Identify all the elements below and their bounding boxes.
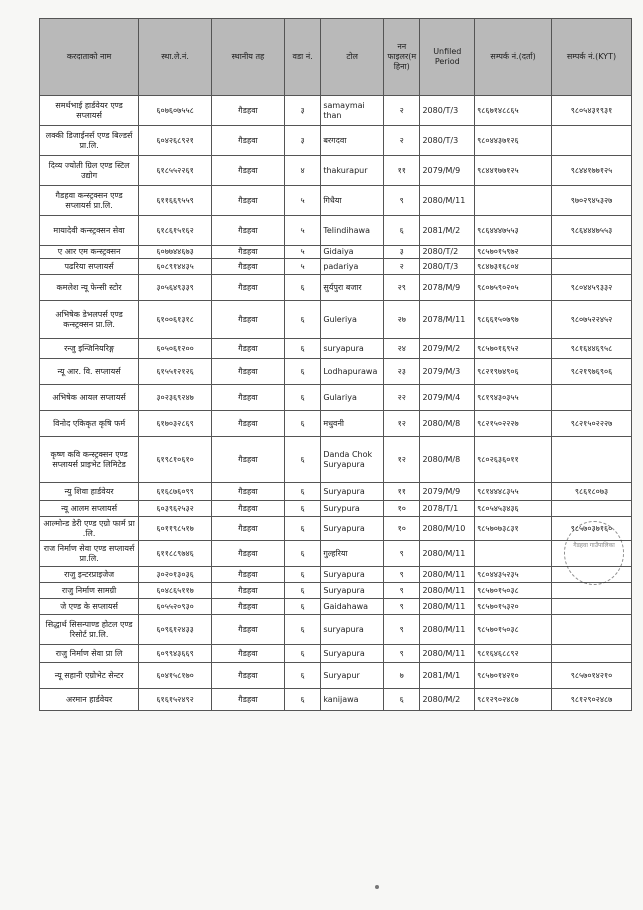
cell-non-filer-months: ९ (384, 186, 420, 216)
cell-unfiled-period: 2080/M/11 (420, 567, 475, 583)
cell-taxpayer-name: अरमान हार्डवेयर (40, 689, 139, 711)
cell-ward-no: ५ (284, 186, 320, 216)
cell-local-reg-no: ६१७०३२८६९ (139, 411, 212, 437)
cell-ward-no: ६ (284, 411, 320, 437)
cell-local-level: गैडहवा (212, 246, 285, 259)
cell-local-reg-no: ६११८८९७४६ (139, 541, 212, 567)
cell-non-filer-months: २ (384, 126, 420, 156)
cell-unfiled-period: 2080/M/11 (420, 615, 475, 645)
cell-contact-kyt (552, 437, 632, 483)
cell-contact-kyt (552, 645, 632, 663)
cell-non-filer-months: २४ (384, 339, 420, 359)
table-row (40, 259, 632, 275)
cell-taxpayer-name: मायादेवी कन्स्ट्रक्सन सेवा (40, 216, 139, 246)
cell-contact-kyt: ९८१६४४६९५८ (552, 339, 632, 359)
cell-contact-kyt: ९८५७०३७१६० (552, 517, 632, 541)
cell-unfiled-period: 2080/M/2 (420, 689, 475, 711)
cell-local-reg-no: ६१८६१५१६२ (139, 216, 212, 246)
cell-tole: मधुवनी (321, 411, 384, 437)
cell-local-level: गैडहवा (212, 517, 285, 541)
table-row (40, 437, 632, 483)
cell-unfiled-period: 2081/M/2 (420, 216, 475, 246)
cell-contact-registered: ९८२१५०२२२७ (475, 411, 552, 437)
cell-local-reg-no: ६०७७४४६७३ (139, 246, 212, 259)
cell-ward-no: ३ (284, 126, 320, 156)
cell-local-level: गैडहवा (212, 567, 285, 583)
header-contact-registered: सम्पर्क नं.(दर्ता) (475, 19, 552, 96)
cell-tole: गिधैया (321, 186, 384, 216)
cell-non-filer-months: २ (384, 96, 420, 126)
cell-non-filer-months: ११ (384, 156, 420, 186)
cell-contact-kyt (552, 385, 632, 411)
cell-taxpayer-name: विनोद एकिकृत कृषि फर्म (40, 411, 139, 437)
cell-ward-no: ६ (284, 567, 320, 583)
cell-ward-no: ३ (284, 96, 320, 126)
cell-non-filer-months: ९ (384, 599, 420, 615)
cell-local-reg-no: ६०९६१२४३३ (139, 615, 212, 645)
cell-taxpayer-name: रन्जु इन्जिनियरिङ्ग (40, 339, 139, 359)
cell-unfiled-period: 2080/T/3 (420, 96, 475, 126)
cell-non-filer-months: ७ (384, 663, 420, 689)
table-row (40, 483, 632, 501)
cell-tole: thakurapur (321, 156, 384, 186)
cell-unfiled-period: 2080/M/10 (420, 517, 475, 541)
cell-tole: गुल्हरिया (321, 541, 384, 567)
cell-ward-no: ६ (284, 583, 320, 599)
table-row (40, 583, 632, 599)
cell-local-reg-no: ६०४८६५११७ (139, 583, 212, 599)
cell-contact-kyt: ९७०२९४५३२७ (552, 186, 632, 216)
cell-local-level: गैडहवा (212, 411, 285, 437)
cell-taxpayer-name: न्यु शिवा हार्डवेयर (40, 483, 139, 501)
cell-tole: बरगदवा (321, 126, 384, 156)
cell-unfiled-period: 2080/M/11 (420, 599, 475, 615)
cell-unfiled-period: 2080/M/8 (420, 437, 475, 483)
cell-taxpayer-name: ए आर एम कन्स्ट्रक्सन (40, 246, 139, 259)
cell-contact-kyt: ९८४४१७७१२५ (552, 156, 632, 186)
cell-local-level: गैडहवा (212, 689, 285, 711)
cell-contact-kyt (552, 259, 632, 275)
cell-contact-registered: ९८१६४६८८९२ (475, 645, 552, 663)
cell-ward-no: ६ (284, 541, 320, 567)
cell-tole: suryapura (321, 615, 384, 645)
cell-ward-no: ६ (284, 275, 320, 301)
cell-tole: सुर्यपुरा बजार (321, 275, 384, 301)
scan-mark (375, 885, 379, 889)
cell-contact-registered: ९८०४४३५२३५ (475, 567, 552, 583)
cell-ward-no: ६ (284, 501, 320, 517)
table-row (40, 599, 632, 615)
cell-unfiled-period: 2080/T/3 (420, 126, 475, 156)
cell-unfiled-period: 2080/M/11 (420, 645, 475, 663)
cell-contact-registered: ९८६७१४८८६५ (475, 96, 552, 126)
cell-non-filer-months: २२ (384, 385, 420, 411)
cell-contact-registered: ९८५७०१४२१० (475, 663, 552, 689)
cell-tole: Suryapura (321, 517, 384, 541)
cell-local-reg-no: ३०५६४९३३९ (139, 275, 212, 301)
cell-taxpayer-name: न्यू आलम सप्लायर्स (40, 501, 139, 517)
cell-local-level: गैडहवा (212, 501, 285, 517)
table-row (40, 385, 632, 411)
cell-non-filer-months: २३ (384, 359, 420, 385)
cell-unfiled-period: 2078/T/1 (420, 501, 475, 517)
cell-tole: Gulariya (321, 385, 384, 411)
cell-contact-registered: ९८५७०१५०३८ (475, 615, 552, 645)
table-row (40, 567, 632, 583)
cell-ward-no: ५ (284, 246, 320, 259)
cell-taxpayer-name: लक्की डिजाईनर्स एण्ड बिल्डर्स प्रा.लि. (40, 126, 139, 156)
cell-non-filer-months: ६ (384, 216, 420, 246)
cell-ward-no: ६ (284, 663, 320, 689)
cell-contact-registered: ९८०५४५३४३६ (475, 501, 552, 517)
table-row (40, 663, 632, 689)
cell-taxpayer-name: सिद्धार्थ सिसन्पाण्ड होटल एण्ड रिसोर्ट प्रा.लि. (40, 615, 139, 645)
cell-non-filer-months: ९ (384, 645, 420, 663)
cell-non-filer-months: ११ (384, 483, 420, 501)
cell-contact-registered: ९८२१९७४९०६ (475, 359, 552, 385)
cell-contact-registered: ९८५७०१५०३८ (475, 583, 552, 599)
table-row (40, 339, 632, 359)
cell-contact-kyt: ९८१२९०२४८७ (552, 689, 632, 711)
cell-tole: Suryapura (321, 567, 384, 583)
cell-unfiled-period: 2080/T/2 (420, 246, 475, 259)
header-non-filer-months: नन फाइलर(म हिना) (384, 19, 420, 96)
cell-tole: Gaidahawa (321, 599, 384, 615)
cell-local-level: गैडहवा (212, 437, 285, 483)
cell-local-reg-no: ६१००६१३१८ (139, 301, 212, 339)
cell-tole: Gidaiya (321, 246, 384, 259)
table-row (40, 126, 632, 156)
cell-taxpayer-name: दिव्य ज्योती ग्रिल एण्ड स्टिल उद्योग (40, 156, 139, 186)
cell-tole: suryapura (321, 339, 384, 359)
cell-non-filer-months: २ (384, 259, 420, 275)
header-local-level: स्थानीय तह (212, 19, 285, 96)
cell-local-reg-no: ६०७६०७५५८ (139, 96, 212, 126)
header-ward-no: वडा नं. (284, 19, 320, 96)
cell-contact-kyt: ९८२१५०२२२७ (552, 411, 632, 437)
cell-contact-registered: ९८५७०१५९७२ (475, 246, 552, 259)
cell-local-reg-no: ६०४१५८१७० (139, 663, 212, 689)
table-row (40, 156, 632, 186)
cell-local-reg-no: ६११६६९५५९ (139, 186, 212, 216)
cell-taxpayer-name: कृष्ण कवि कन्स्ट्रक्सन एण्ड सप्लायर्स प्राइभेट लिमिटेड (40, 437, 139, 483)
cell-local-level: गैडहवा (212, 275, 285, 301)
cell-local-reg-no: ६१६८७६०९९ (139, 483, 212, 501)
cell-contact-kyt: ९८०५४३१९३१ (552, 96, 632, 126)
cell-tole: kanijawa (321, 689, 384, 711)
cell-contact-kyt (552, 599, 632, 615)
cell-local-level: गैडहवा (212, 359, 285, 385)
cell-contact-registered: ९८४४१७७१२५ (475, 156, 552, 186)
header-row (40, 19, 632, 96)
cell-unfiled-period: 2080/M/8 (420, 411, 475, 437)
cell-local-reg-no: ६०५०६१२०० (139, 339, 212, 359)
cell-local-level: गैडहवा (212, 615, 285, 645)
header-contact-kyt: सम्पर्क नं.(KYT) (552, 19, 632, 96)
cell-tole: Lodhapurawa (321, 359, 384, 385)
table-row (40, 275, 632, 301)
cell-ward-no: ४ (284, 156, 320, 186)
cell-contact-registered: ९८६६१५०७९७ (475, 301, 552, 339)
taxpayer-table (39, 18, 632, 711)
cell-ward-no: ६ (284, 615, 320, 645)
cell-non-filer-months: ९ (384, 567, 420, 583)
cell-unfiled-period: 2078/M/11 (420, 301, 475, 339)
cell-local-level: गैडहवा (212, 645, 285, 663)
cell-tole: samaymai than (321, 96, 384, 126)
cell-contact-registered: ९८५७०१५३२० (475, 599, 552, 615)
cell-local-reg-no: ६१९८१०६१० (139, 437, 212, 483)
cell-ward-no: ५ (284, 259, 320, 275)
cell-tole: Suryapura (321, 583, 384, 599)
header-unfiled-period: Unfiled Period (420, 19, 475, 96)
table-row (40, 517, 632, 541)
cell-non-filer-months: ३ (384, 246, 420, 259)
cell-contact-kyt (552, 501, 632, 517)
cell-local-level: गैडहवा (212, 259, 285, 275)
cell-ward-no: ६ (284, 483, 320, 501)
cell-contact-kyt: ९८०४४५९३३२ (552, 275, 632, 301)
cell-tole: Surypura (321, 501, 384, 517)
cell-ward-no: ६ (284, 645, 320, 663)
table-row (40, 411, 632, 437)
cell-contact-kyt: ९८५७०१४२१० (552, 663, 632, 689)
cell-contact-registered: ९८६४४४७५५३ (475, 216, 552, 246)
cell-contact-kyt: ९८०७५२२४५२ (552, 301, 632, 339)
cell-contact-registered (475, 186, 552, 216)
cell-non-filer-months: ६ (384, 689, 420, 711)
cell-local-level: गैडहवा (212, 126, 285, 156)
cell-contact-kyt: ९८६४४४७५५३ (552, 216, 632, 246)
cell-local-reg-no: ६१८५५२२६१ (139, 156, 212, 186)
cell-local-reg-no: ६०९९४३६६९ (139, 645, 212, 663)
table-row (40, 359, 632, 385)
table-row (40, 501, 632, 517)
cell-contact-registered (475, 541, 552, 567)
cell-unfiled-period: 2080/T/3 (420, 259, 475, 275)
cell-tole: Guleriya (321, 301, 384, 339)
cell-non-filer-months: ९ (384, 615, 420, 645)
cell-ward-no: ६ (284, 385, 320, 411)
cell-unfiled-period: 2079/M/3 (420, 359, 475, 385)
cell-tole: Danda Chok Suryapura (321, 437, 384, 483)
cell-unfiled-period: 2078/M/9 (420, 275, 475, 301)
cell-local-level: गैडहवा (212, 663, 285, 689)
cell-taxpayer-name: आल्मोन्ड डेरी एण्ड एग्रो फार्म प्रा .लि. (40, 517, 139, 541)
cell-tole: Suryapura (321, 645, 384, 663)
cell-local-reg-no: ६०५५२०९३० (139, 599, 212, 615)
header-taxpayer-name: करदाताको नाम (40, 19, 139, 96)
cell-unfiled-period: 2079/M/4 (420, 385, 475, 411)
cell-local-reg-no: ६०४२६८९२१ (139, 126, 212, 156)
cell-unfiled-period: 2079/M/2 (420, 339, 475, 359)
cell-ward-no: ६ (284, 359, 320, 385)
cell-taxpayer-name: कमलेश न्यू फेन्सी स्टोर (40, 275, 139, 301)
cell-contact-kyt (552, 615, 632, 645)
cell-taxpayer-name: अभिषेक आयल सप्लायर्स (40, 385, 139, 411)
table-row (40, 615, 632, 645)
cell-contact-registered: ९८०७५९०२०५ (475, 275, 552, 301)
cell-unfiled-period: 2081/M/1 (420, 663, 475, 689)
cell-taxpayer-name: अभिषेक डेभलपर्स एण्ड कन्स्ट्रक्सन प्रा.लि. (40, 301, 139, 339)
table-row (40, 541, 632, 567)
cell-non-filer-months: २७ (384, 301, 420, 339)
cell-local-reg-no: ६०११९८५१७ (139, 517, 212, 541)
cell-ward-no: ६ (284, 301, 320, 339)
cell-contact-kyt: ९८२१९७६९०६ (552, 359, 632, 385)
cell-local-level: गैडहवा (212, 186, 285, 216)
cell-ward-no: ६ (284, 517, 320, 541)
cell-local-level: गैडहवा (212, 385, 285, 411)
cell-local-reg-no: ६०३९६२५३२ (139, 501, 212, 517)
cell-ward-no: ६ (284, 689, 320, 711)
cell-local-level: गैडहवा (212, 339, 285, 359)
cell-local-level: गैडहवा (212, 216, 285, 246)
cell-non-filer-months: ९ (384, 583, 420, 599)
cell-contact-kyt (552, 246, 632, 259)
cell-local-reg-no: ६१६१५२४९२ (139, 689, 212, 711)
cell-taxpayer-name: न्यू सहानी एग्रोभेट सेन्टर (40, 663, 139, 689)
cell-local-level: गैडहवा (212, 156, 285, 186)
cell-contact-kyt (552, 126, 632, 156)
table-row (40, 96, 632, 126)
office-seal (564, 521, 624, 585)
cell-non-filer-months: १० (384, 517, 420, 541)
table-row (40, 689, 632, 711)
table-row (40, 216, 632, 246)
cell-local-reg-no: ६०८९१४४३५ (139, 259, 212, 275)
cell-contact-registered: ९८१२९०२४८७ (475, 689, 552, 711)
cell-taxpayer-name: राजु निर्माण सेवा प्रा लि (40, 645, 139, 663)
header-local-reg-no: स्था.ले.नं. (139, 19, 212, 96)
cell-non-filer-months: २९ (384, 275, 420, 301)
cell-non-filer-months: १२ (384, 411, 420, 437)
cell-ward-no: ६ (284, 437, 320, 483)
cell-contact-registered: ९८१४४४८३५५ (475, 483, 552, 501)
cell-taxpayer-name: गैडहवा कन्स्ट्रक्सन एण्ड सप्लायर्स प्रा.लि. (40, 186, 139, 216)
cell-taxpayer-name: समर्थभाई हार्डवेयर एण्ड सप्लायर्स (40, 96, 139, 126)
cell-contact-registered: ९८५७०१६९५२ (475, 339, 552, 359)
cell-tole: Suryapur (321, 663, 384, 689)
cell-taxpayer-name: राजु इन्टरप्राइजेज (40, 567, 139, 583)
cell-local-level: गैडहवा (212, 96, 285, 126)
cell-local-reg-no: ६१५५१२१२६ (139, 359, 212, 385)
cell-tole: Telindihawa (321, 216, 384, 246)
table-row (40, 301, 632, 339)
cell-unfiled-period: 2079/M/9 (420, 483, 475, 501)
cell-ward-no: ६ (284, 599, 320, 615)
cell-unfiled-period: 2080/M/11 (420, 541, 475, 567)
table-row (40, 246, 632, 259)
cell-taxpayer-name: राजु निर्माण सामग्री (40, 583, 139, 599)
seal-text: गैडहवा गाउँपालिका (573, 542, 615, 549)
cell-local-level: गैडहवा (212, 541, 285, 567)
cell-contact-kyt: ९८६१८०७३ (552, 483, 632, 501)
cell-taxpayer-name: राज निर्माण सेवा एण्ड सप्लायर्स प्रा.लि. (40, 541, 139, 567)
cell-contact-registered: ९८०४४३७१२६ (475, 126, 552, 156)
cell-unfiled-period: 2080/M/11 (420, 583, 475, 599)
cell-non-filer-months: १० (384, 501, 420, 517)
cell-local-level: गैडहवा (212, 599, 285, 615)
cell-non-filer-months: ९ (384, 541, 420, 567)
cell-contact-registered: ९८१९४३०३५५ (475, 385, 552, 411)
cell-taxpayer-name: जे एण्ड के सप्लायर्स (40, 599, 139, 615)
cell-unfiled-period: 2080/M/11 (420, 186, 475, 216)
cell-local-level: गैडहवा (212, 583, 285, 599)
cell-ward-no: ६ (284, 339, 320, 359)
cell-non-filer-months: १२ (384, 437, 420, 483)
cell-contact-registered: ९८४७३१६८०४ (475, 259, 552, 275)
cell-tole: padariya (321, 259, 384, 275)
cell-contact-registered: ९८०२६३६०११ (475, 437, 552, 483)
cell-unfiled-period: 2079/M/9 (420, 156, 475, 186)
cell-tole: Suryapura (321, 483, 384, 501)
cell-taxpayer-name: न्यू आर. वि. सप्लायर्स (40, 359, 139, 385)
cell-local-level: गैडहवा (212, 483, 285, 501)
table-row (40, 186, 632, 216)
cell-local-reg-no: ३०२०१३०३६ (139, 567, 212, 583)
cell-local-reg-no: ३०२३६९२४७ (139, 385, 212, 411)
cell-taxpayer-name: पढरिया सप्लायर्स (40, 259, 139, 275)
cell-contact-registered: ९८५७०७३८३१ (475, 517, 552, 541)
header-tole: टोल (321, 19, 384, 96)
table-row (40, 645, 632, 663)
cell-local-level: गैडहवा (212, 301, 285, 339)
cell-ward-no: ५ (284, 216, 320, 246)
